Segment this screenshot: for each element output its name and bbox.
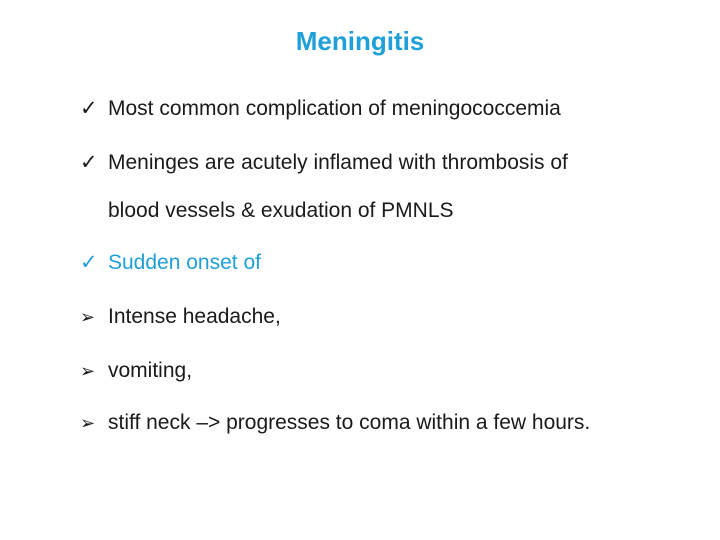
slide-title: Meningitis <box>295 26 425 56</box>
arrow-right-icon: ➢ <box>80 361 96 381</box>
bullet-text-continuation: blood vessels & exudation of PMNLS <box>108 199 454 222</box>
arrow-right-icon: ➢ <box>80 413 96 433</box>
list-item <box>80 150 568 176</box>
list-item <box>80 410 590 436</box>
checkmark-icon: ✓ <box>80 97 98 120</box>
bullet-text: Most common complication of meningococcemia <box>108 97 561 120</box>
list-item-continuation <box>80 198 454 224</box>
bullet-text: Meninges are acutely inflamed with thrombosis of <box>108 151 568 174</box>
bullet-text: stiff neck –> progresses to coma within a few hours. <box>108 411 591 434</box>
list-item <box>80 250 261 276</box>
bullet-text: Sudden onset of <box>108 251 261 274</box>
checkmark-icon: ✓ <box>80 151 98 174</box>
list-item <box>80 96 561 122</box>
checkmark-icon: ✓ <box>80 251 98 274</box>
bullet-text: Intense headache, <box>108 305 281 328</box>
list-item <box>80 304 281 330</box>
list-item <box>80 358 192 384</box>
bullet-text: vomiting, <box>108 359 193 382</box>
arrow-right-icon: ➢ <box>80 307 96 327</box>
